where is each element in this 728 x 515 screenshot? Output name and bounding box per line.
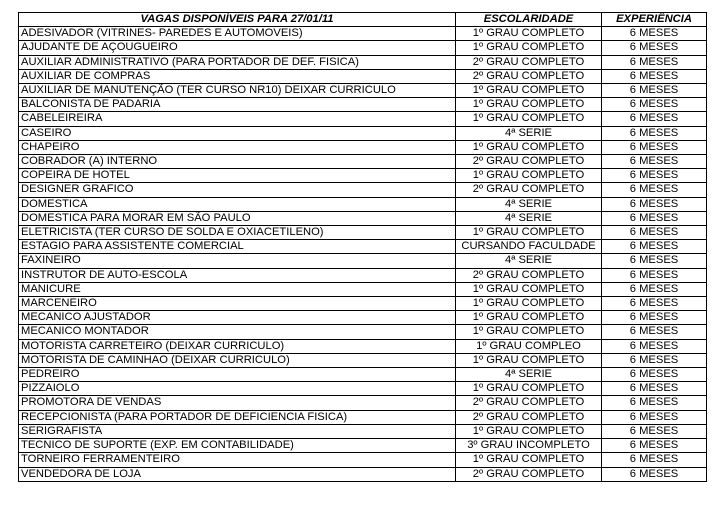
education-cell: 2º GRAU COMPLETO bbox=[456, 69, 602, 83]
table-row bbox=[19, 282, 707, 296]
table-row bbox=[19, 197, 707, 211]
education-cell: 1º GRAU COMPLETO bbox=[456, 311, 602, 325]
job-title-cell: VENDEDORA DE LOJA bbox=[19, 467, 456, 481]
table-row bbox=[19, 155, 707, 169]
experience-cell: 6 MESES bbox=[602, 268, 707, 282]
job-title-cell: CASEIRO bbox=[19, 126, 456, 140]
table-row bbox=[19, 84, 707, 98]
job-title-cell: AJUDANTE DE AÇOUGUEIRO bbox=[19, 41, 456, 55]
table-row bbox=[19, 325, 707, 339]
experience-cell: 6 MESES bbox=[602, 169, 707, 183]
education-cell: 1º GRAU COMPLETO bbox=[456, 112, 602, 126]
experience-cell: 6 MESES bbox=[602, 439, 707, 453]
header-experience: EXPERIÊNCIA bbox=[602, 13, 707, 27]
job-title-cell: RECEPCIONISTA (PARA PORTADOR DE DEFICIENCIA FISICA) bbox=[19, 410, 456, 424]
job-title-cell: FAXINEIRO bbox=[19, 254, 456, 268]
education-cell: 1º GRAU COMPLETO bbox=[456, 169, 602, 183]
experience-cell: 6 MESES bbox=[602, 41, 707, 55]
experience-cell: 6 MESES bbox=[602, 140, 707, 154]
education-cell: 3º GRAU INCOMPLETO bbox=[456, 439, 602, 453]
education-cell: 1º GRAU COMPLETO bbox=[456, 282, 602, 296]
table-row bbox=[19, 268, 707, 282]
job-title-cell: PIZZAIOLO bbox=[19, 382, 456, 396]
job-title-cell: CABELEIREIRA bbox=[19, 112, 456, 126]
job-title-cell: MOTORISTA DE CAMINHAO (DEIXAR CURRICULO) bbox=[19, 353, 456, 367]
education-cell: 4ª SERIE bbox=[456, 211, 602, 225]
education-cell: 4ª SERIE bbox=[456, 126, 602, 140]
table-row bbox=[19, 41, 707, 55]
table-row bbox=[19, 27, 707, 41]
job-title-cell: DOMESTICA PARA MORAR EM SÃO PAULO bbox=[19, 211, 456, 225]
job-title-cell: SERIGRAFISTA bbox=[19, 424, 456, 438]
experience-cell: 6 MESES bbox=[602, 368, 707, 382]
header-vacancies: VAGAS DISPONÍVEIS PARA 27/01/11 bbox=[19, 13, 456, 27]
experience-cell: 6 MESES bbox=[602, 84, 707, 98]
job-title-cell: COBRADOR (A) INTERNO bbox=[19, 155, 456, 169]
job-title-cell: COPEIRA DE HOTEL bbox=[19, 169, 456, 183]
job-title-cell: MARCENEIRO bbox=[19, 297, 456, 311]
table-row bbox=[19, 169, 707, 183]
table-row bbox=[19, 453, 707, 467]
table-row bbox=[19, 98, 707, 112]
job-title-cell: DOMESTICA bbox=[19, 197, 456, 211]
table-row bbox=[19, 467, 707, 481]
education-cell: 1º GRAU COMPLETO bbox=[456, 27, 602, 41]
education-cell: 1º GRAU COMPLETO bbox=[456, 453, 602, 467]
experience-cell: 6 MESES bbox=[602, 297, 707, 311]
experience-cell: 6 MESES bbox=[602, 55, 707, 69]
job-title-cell: AUXILIAR ADMINISTRATIVO (PARA PORTADOR DE DEF. FISICA) bbox=[19, 55, 456, 69]
experience-cell: 6 MESES bbox=[602, 311, 707, 325]
education-cell: 1º GRAU COMPLETO bbox=[456, 226, 602, 240]
education-cell: 1º GRAU COMPLETO bbox=[456, 297, 602, 311]
experience-cell: 6 MESES bbox=[602, 240, 707, 254]
table-row bbox=[19, 297, 707, 311]
experience-cell: 6 MESES bbox=[602, 197, 707, 211]
experience-cell: 6 MESES bbox=[602, 226, 707, 240]
job-title-cell: PROMOTORA DE VENDAS bbox=[19, 396, 456, 410]
job-title-cell: CHAPEIRO bbox=[19, 140, 456, 154]
education-cell: 2º GRAU COMPLETO bbox=[456, 467, 602, 481]
table-row bbox=[19, 254, 707, 268]
experience-cell: 6 MESES bbox=[602, 69, 707, 83]
table-row bbox=[19, 140, 707, 154]
table-row bbox=[19, 183, 707, 197]
header-education: ESCOLARIDADE bbox=[456, 13, 602, 27]
job-title-cell: ADESIVADOR (VITRINES- PAREDES E AUTOMOVEIS) bbox=[19, 27, 456, 41]
job-title-cell: MOTORISTA CARRETEIRO (DEIXAR CURRICULO) bbox=[19, 339, 456, 353]
table-row bbox=[19, 368, 707, 382]
job-title-cell: TECNICO DE SUPORTE (EXP. EM CONTABILIDADE) bbox=[19, 439, 456, 453]
experience-cell: 6 MESES bbox=[602, 396, 707, 410]
education-cell: 2º GRAU COMPLETO bbox=[456, 183, 602, 197]
job-title-cell: MECANICO MONTADOR bbox=[19, 325, 456, 339]
education-cell: 2º GRAU COMPLETO bbox=[456, 410, 602, 424]
table-row bbox=[19, 353, 707, 367]
experience-cell: 6 MESES bbox=[602, 325, 707, 339]
table-row bbox=[19, 396, 707, 410]
experience-cell: 6 MESES bbox=[602, 453, 707, 467]
education-cell: 2º GRAU COMPLETO bbox=[456, 268, 602, 282]
experience-cell: 6 MESES bbox=[602, 183, 707, 197]
experience-cell: 6 MESES bbox=[602, 467, 707, 481]
table-row bbox=[19, 55, 707, 69]
education-cell: 1º GRAU COMPLETO bbox=[456, 353, 602, 367]
table-row bbox=[19, 69, 707, 83]
education-cell: 1º GRAU COMPLETO bbox=[456, 382, 602, 396]
education-cell: 4ª SERIE bbox=[456, 197, 602, 211]
experience-cell: 6 MESES bbox=[602, 27, 707, 41]
job-title-cell: AUXILIAR DE COMPRAS bbox=[19, 69, 456, 83]
experience-cell: 6 MESES bbox=[602, 339, 707, 353]
education-cell: 1º GRAU COMPLETO bbox=[456, 41, 602, 55]
education-cell: 4ª SERIE bbox=[456, 368, 602, 382]
job-title-cell: PEDREIRO bbox=[19, 368, 456, 382]
header-row bbox=[19, 13, 707, 27]
education-cell: 1º GRAU COMPLETO bbox=[456, 325, 602, 339]
experience-cell: 6 MESES bbox=[602, 211, 707, 225]
experience-cell: 6 MESES bbox=[602, 126, 707, 140]
education-cell: 1º GRAU COMPLEO bbox=[456, 339, 602, 353]
education-cell: 2º GRAU COMPLETO bbox=[456, 396, 602, 410]
job-title-cell: MECANICO AJUSTADOR bbox=[19, 311, 456, 325]
table-row bbox=[19, 382, 707, 396]
experience-cell: 6 MESES bbox=[602, 98, 707, 112]
table-row bbox=[19, 410, 707, 424]
job-title-cell: ELETRICISTA (TER CURSO DE SOLDA E OXIACETILENO) bbox=[19, 226, 456, 240]
education-cell: 1º GRAU COMPLETO bbox=[456, 424, 602, 438]
education-cell: 2º GRAU COMPLETO bbox=[456, 55, 602, 69]
table-row bbox=[19, 112, 707, 126]
experience-cell: 6 MESES bbox=[602, 254, 707, 268]
table-row bbox=[19, 311, 707, 325]
experience-cell: 6 MESES bbox=[602, 382, 707, 396]
table-row bbox=[19, 240, 707, 254]
table-row bbox=[19, 126, 707, 140]
job-title-cell: DESIGNER GRAFICO bbox=[19, 183, 456, 197]
education-cell: 1º GRAU COMPLETO bbox=[456, 140, 602, 154]
education-cell: 2º GRAU COMPLETO bbox=[456, 155, 602, 169]
education-cell: 4ª SERIE bbox=[456, 254, 602, 268]
job-title-cell: INSTRUTOR DE AUTO-ESCOLA bbox=[19, 268, 456, 282]
table-row bbox=[19, 211, 707, 225]
job-title-cell: TORNEIRO FERRAMENTEIRO bbox=[19, 453, 456, 467]
education-cell: 1º GRAU COMPLETO bbox=[456, 98, 602, 112]
experience-cell: 6 MESES bbox=[602, 282, 707, 296]
job-title-cell: ESTAGIO PARA ASSISTENTE COMERCIAL bbox=[19, 240, 456, 254]
table-row bbox=[19, 339, 707, 353]
table-row bbox=[19, 439, 707, 453]
table-row bbox=[19, 424, 707, 438]
job-title-cell: MANICURE bbox=[19, 282, 456, 296]
table-body bbox=[19, 27, 707, 482]
experience-cell: 6 MESES bbox=[602, 112, 707, 126]
experience-cell: 6 MESES bbox=[602, 353, 707, 367]
education-cell: 1º GRAU COMPLETO bbox=[456, 84, 602, 98]
job-title-cell: BALCONISTA DE PADARIA bbox=[19, 98, 456, 112]
job-title-cell: AUXILIAR DE MANUTENÇÃO (TER CURSO NR10) DEIXAR CURRICULO bbox=[19, 84, 456, 98]
experience-cell: 6 MESES bbox=[602, 410, 707, 424]
education-cell: CURSANDO FACULDADE bbox=[456, 240, 602, 254]
table-row bbox=[19, 226, 707, 240]
experience-cell: 6 MESES bbox=[602, 155, 707, 169]
experience-cell: 6 MESES bbox=[602, 424, 707, 438]
vacancies-table bbox=[18, 12, 707, 482]
